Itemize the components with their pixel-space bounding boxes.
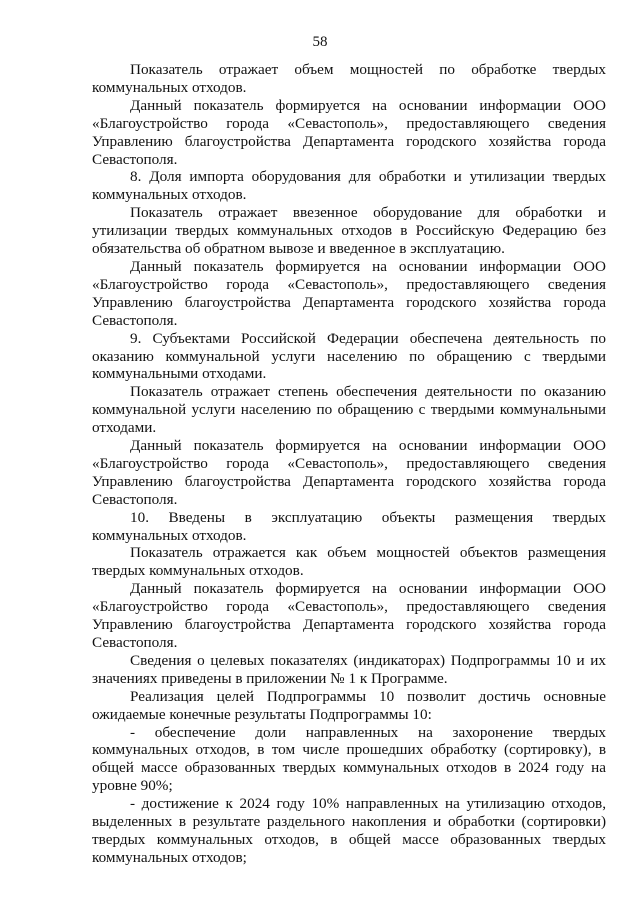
list-item: - достижение к 2024 году 10% направленных на утилизацию отходов, выделенных в результате раздельного накопления и обработки (сортировки) твердых коммунальных отходов, в общей массе образованных твердых коммунальных отходов; <box>92 795 606 866</box>
paragraph: Данный показатель формируется на основании информации ООО «Благоустройство города «Севастополь», предоставляющего сведения Управлению благоустройства Департамента городского хозяйства города Севастополя. <box>92 257 606 329</box>
paragraph: Данный показатель формируется на основании информации ООО «Благоустройство города «Севастополь», предоставляющего сведения Управлению благоустройства Департамента городского хозяйства города Севастополя. <box>92 580 606 651</box>
paragraph: Показатель отражает ввезенное оборудование для обработки и утилизации твердых коммунальных отходов в Российскую Федерацию без обязательства об обратном вывозе и введенное в эксплуатацию. <box>92 204 606 258</box>
paragraph: Показатель отражается как объем мощностей объектов размещения твердых коммунальных отходов. <box>92 544 606 580</box>
paragraph: Данный показатель формируется на основании информации ООО «Благоустройство города «Севастополь», предоставляющего сведения Управлению благоустройства Департамента городского хозяйства города Севастополя. <box>92 437 606 508</box>
paragraph: Сведения о целевых показателях (индикаторах) Подпрограммы 10 и их значениях приведены в приложении № 1 к Программе. <box>92 651 606 687</box>
paragraph: 10. Введены в эксплуатацию объекты размещения твердых коммунальных отходов. <box>92 508 606 544</box>
paragraph: Показатель отражает объем мощностей по обработке твердых коммунальных отходов. <box>92 61 606 96</box>
paragraph: 8. Доля импорта оборудования для обработки и утилизации твердых коммунальных отходов. <box>92 168 606 204</box>
paragraph: Данный показатель формируется на основании информации ООО «Благоустройство города «Севастополь», предоставляющего сведения Управлению благоустройства Департамента городского хозяйства города Севастополя. <box>92 96 606 168</box>
paragraph: 9. Субъектами Российской Федерации обеспечена деятельность по оказанию коммунальной услуги населению по обращению с твердыми коммунальными отходами. <box>92 329 606 383</box>
paragraph: Реализация целей Подпрограммы 10 позволит достичь основные ожидаемые конечные результаты Подпрограммы 10: <box>92 687 606 723</box>
list-item: - обеспечение доли направленных на захоронение твердых коммунальных отходов, в том числе прошедших обработку (сортировку), в общей массе образованных твердых коммунальных отходов в 2024 году на уровне 90%; <box>92 723 606 795</box>
paragraph: Показатель отражает степень обеспечения деятельности по оказанию коммунальной услуги населению по обращению с твердыми коммунальными отходами. <box>92 383 606 437</box>
page-number: 58 <box>312 34 328 50</box>
body-text <box>92 61 606 867</box>
